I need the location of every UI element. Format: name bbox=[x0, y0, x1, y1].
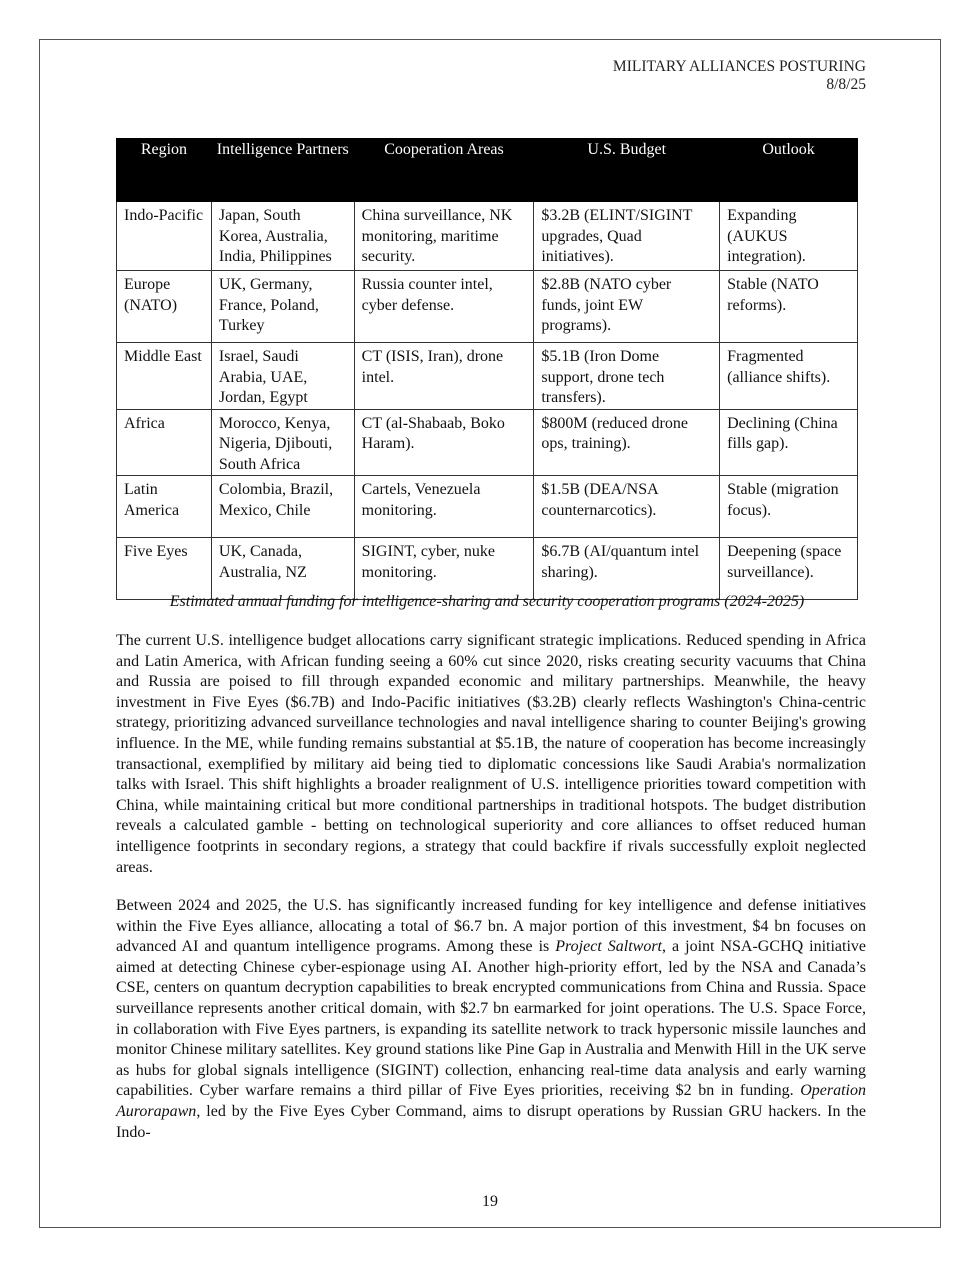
cell-cooperation: SIGINT, cyber, nuke monitoring. bbox=[354, 538, 534, 600]
cell-outlook: Stable (migration focus). bbox=[720, 476, 858, 538]
cell-budget: $6.7B (AI/quantum intel sharing). bbox=[534, 538, 720, 600]
paragraph-2-text-b: , a joint NSA-GCHQ initiative aimed at detecting Chinese cyber-espionage using AI. Another high-priority effort, led by the NSA and Canada’s CSE, centers on quantum decryption capabilities to break encrypted communications from China and Russia. Space surveillance represents another critical domain, with $2.7 bn earmarked for joint operations. The U.S. Space Force, in collaboration with Five Eyes partners, is expanding its satellite network to track hypersonic missile launches and monitor Chinese military satellites. Key ground stations like Pine Gap in Australia and Menwith Hill in the UK serve as hubs for global signals intelligence (SIGINT) collection, enhancing real-time data analysis and early warning capabilities. Cyber warfare remains a third pillar of Five Eyes priorities, receiving $2 bn in funding. bbox=[116, 938, 867, 1100]
cell-region: Europe (NATO) bbox=[117, 271, 212, 343]
cell-cooperation: CT (al-Shabaab, Boko Haram). bbox=[354, 409, 534, 476]
project-name: Project Saltwort bbox=[555, 938, 663, 956]
table-header-row bbox=[117, 139, 858, 202]
cell-partners: Morocco, Kenya, Nigeria, Djibouti, South Africa bbox=[211, 409, 354, 476]
cell-budget: $800M (reduced drone ops, training). bbox=[534, 409, 720, 476]
header-region: Region bbox=[117, 139, 212, 202]
cell-region: Africa bbox=[117, 409, 212, 476]
cell-cooperation: China surveillance, NK monitoring, maritime security. bbox=[354, 202, 534, 271]
cell-region: Indo-Pacific bbox=[117, 202, 212, 271]
intel-funding-table bbox=[116, 138, 858, 600]
header-outlook: Outlook bbox=[720, 139, 858, 202]
body-paragraph-1: The current U.S. intelligence budget allocations carry significant strategic implications. Reduced spending in Africa and Latin America, with African funding seeing a 60% cut since 2020, risks creating security vacuums that China and Russia are poised to fill through expanded economic and military partnerships. Meanwhile, the heavy investment in Five Eyes ($6.7B) and Indo-Pacific initiatives ($3.2B) clearly reflects Washington's China-centric strategy, prioritizing advanced surveillance technologies and naval intelligence sharing to counter Beijing's growing influence. In the ME, while funding remains substantial at $5.1B, the nature of cooperation has become increasingly transactional, exemplified by military aid being tied to diplomatic concessions like Saudi Arabia's normalization talks with Israel. This shift highlights a broader realignment of U.S. intelligence priorities toward competition with China, while maintaining critical but more conditional partnerships in traditional hotspots. The budget distribution reveals a calculated gamble - betting on technological superiority and core alliances to offset reduced human intelligence footprints in secondary regions, a strategy that could backfire if rivals successfully exploit neglected areas. bbox=[116, 632, 866, 876]
cell-budget: $2.8B (NATO cyber funds, joint EW programs). bbox=[534, 271, 720, 343]
cell-cooperation: Cartels, Venezuela monitoring. bbox=[354, 476, 534, 538]
body-paragraph-2 bbox=[116, 896, 866, 1143]
cell-region: Middle East bbox=[117, 343, 212, 410]
cell-partners: UK, Germany, France, Poland, Turkey bbox=[211, 271, 354, 343]
cell-region: Latin America bbox=[117, 476, 212, 538]
operation-name: Operation Aurorapawn bbox=[116, 1082, 866, 1120]
table-row bbox=[117, 538, 858, 600]
table-row bbox=[117, 409, 858, 476]
cell-outlook: Declining (China fills gap). bbox=[720, 409, 858, 476]
cell-region: Five Eyes bbox=[117, 538, 212, 600]
cell-budget: $5.1B (Iron Dome support, drone tech transfers). bbox=[534, 343, 720, 410]
cell-outlook: Deepening (space surveillance). bbox=[720, 538, 858, 600]
cell-partners: Israel, Saudi Arabia, UAE, Jordan, Egypt bbox=[211, 343, 354, 410]
header-date: 8/8/25 bbox=[826, 76, 866, 93]
table-row bbox=[117, 202, 858, 271]
paragraph-2-text-a: Between 2024 and 2025, the U.S. has significantly increased funding for key intelligence and defense initiatives within the Five Eyes alliance, allocating a total of $6.7 bn. A major portion of this investment, $4 bn focuses on advanced AI and quantum intelligence programs. Among these is bbox=[116, 897, 866, 956]
cell-outlook: Fragmented (alliance shifts). bbox=[720, 343, 858, 410]
running-header bbox=[613, 58, 866, 94]
cell-partners: Japan, South Korea, Australia, India, Philippines bbox=[211, 202, 354, 271]
cell-partners: Colombia, Brazil, Mexico, Chile bbox=[211, 476, 354, 538]
table-row bbox=[117, 343, 858, 410]
cell-outlook: Expanding (AUKUS integration). bbox=[720, 202, 858, 271]
cell-budget: $3.2B (ELINT/SIGINT upgrades, Quad initiatives). bbox=[534, 202, 720, 271]
header-budget: U.S. Budget bbox=[534, 139, 720, 202]
header-title: MILITARY ALLIANCES POSTURING bbox=[612, 58, 866, 75]
page-number: 19 bbox=[482, 1193, 498, 1210]
table-caption: Estimated annual funding for intelligence-sharing and security cooperation programs (2024-2025) bbox=[169, 593, 805, 610]
table-row bbox=[117, 271, 858, 343]
cell-cooperation: CT (ISIS, Iran), drone intel. bbox=[354, 343, 534, 410]
paragraph-2-text-c: , led by the Five Eyes Cyber Command, aims to disrupt operations by Russian GRU hackers. In the Indo- bbox=[116, 1102, 866, 1141]
cell-budget: $1.5B (DEA/NSA counternarcotics). bbox=[534, 476, 720, 538]
cell-outlook: Stable (NATO reforms). bbox=[720, 271, 858, 343]
cell-cooperation: Russia counter intel, cyber defense. bbox=[354, 271, 534, 343]
header-partners: Intelligence Partners bbox=[211, 139, 354, 202]
header-cooperation: Cooperation Areas bbox=[354, 139, 534, 202]
table-row bbox=[117, 476, 858, 538]
cell-partners: UK, Canada, Australia, NZ bbox=[211, 538, 354, 600]
